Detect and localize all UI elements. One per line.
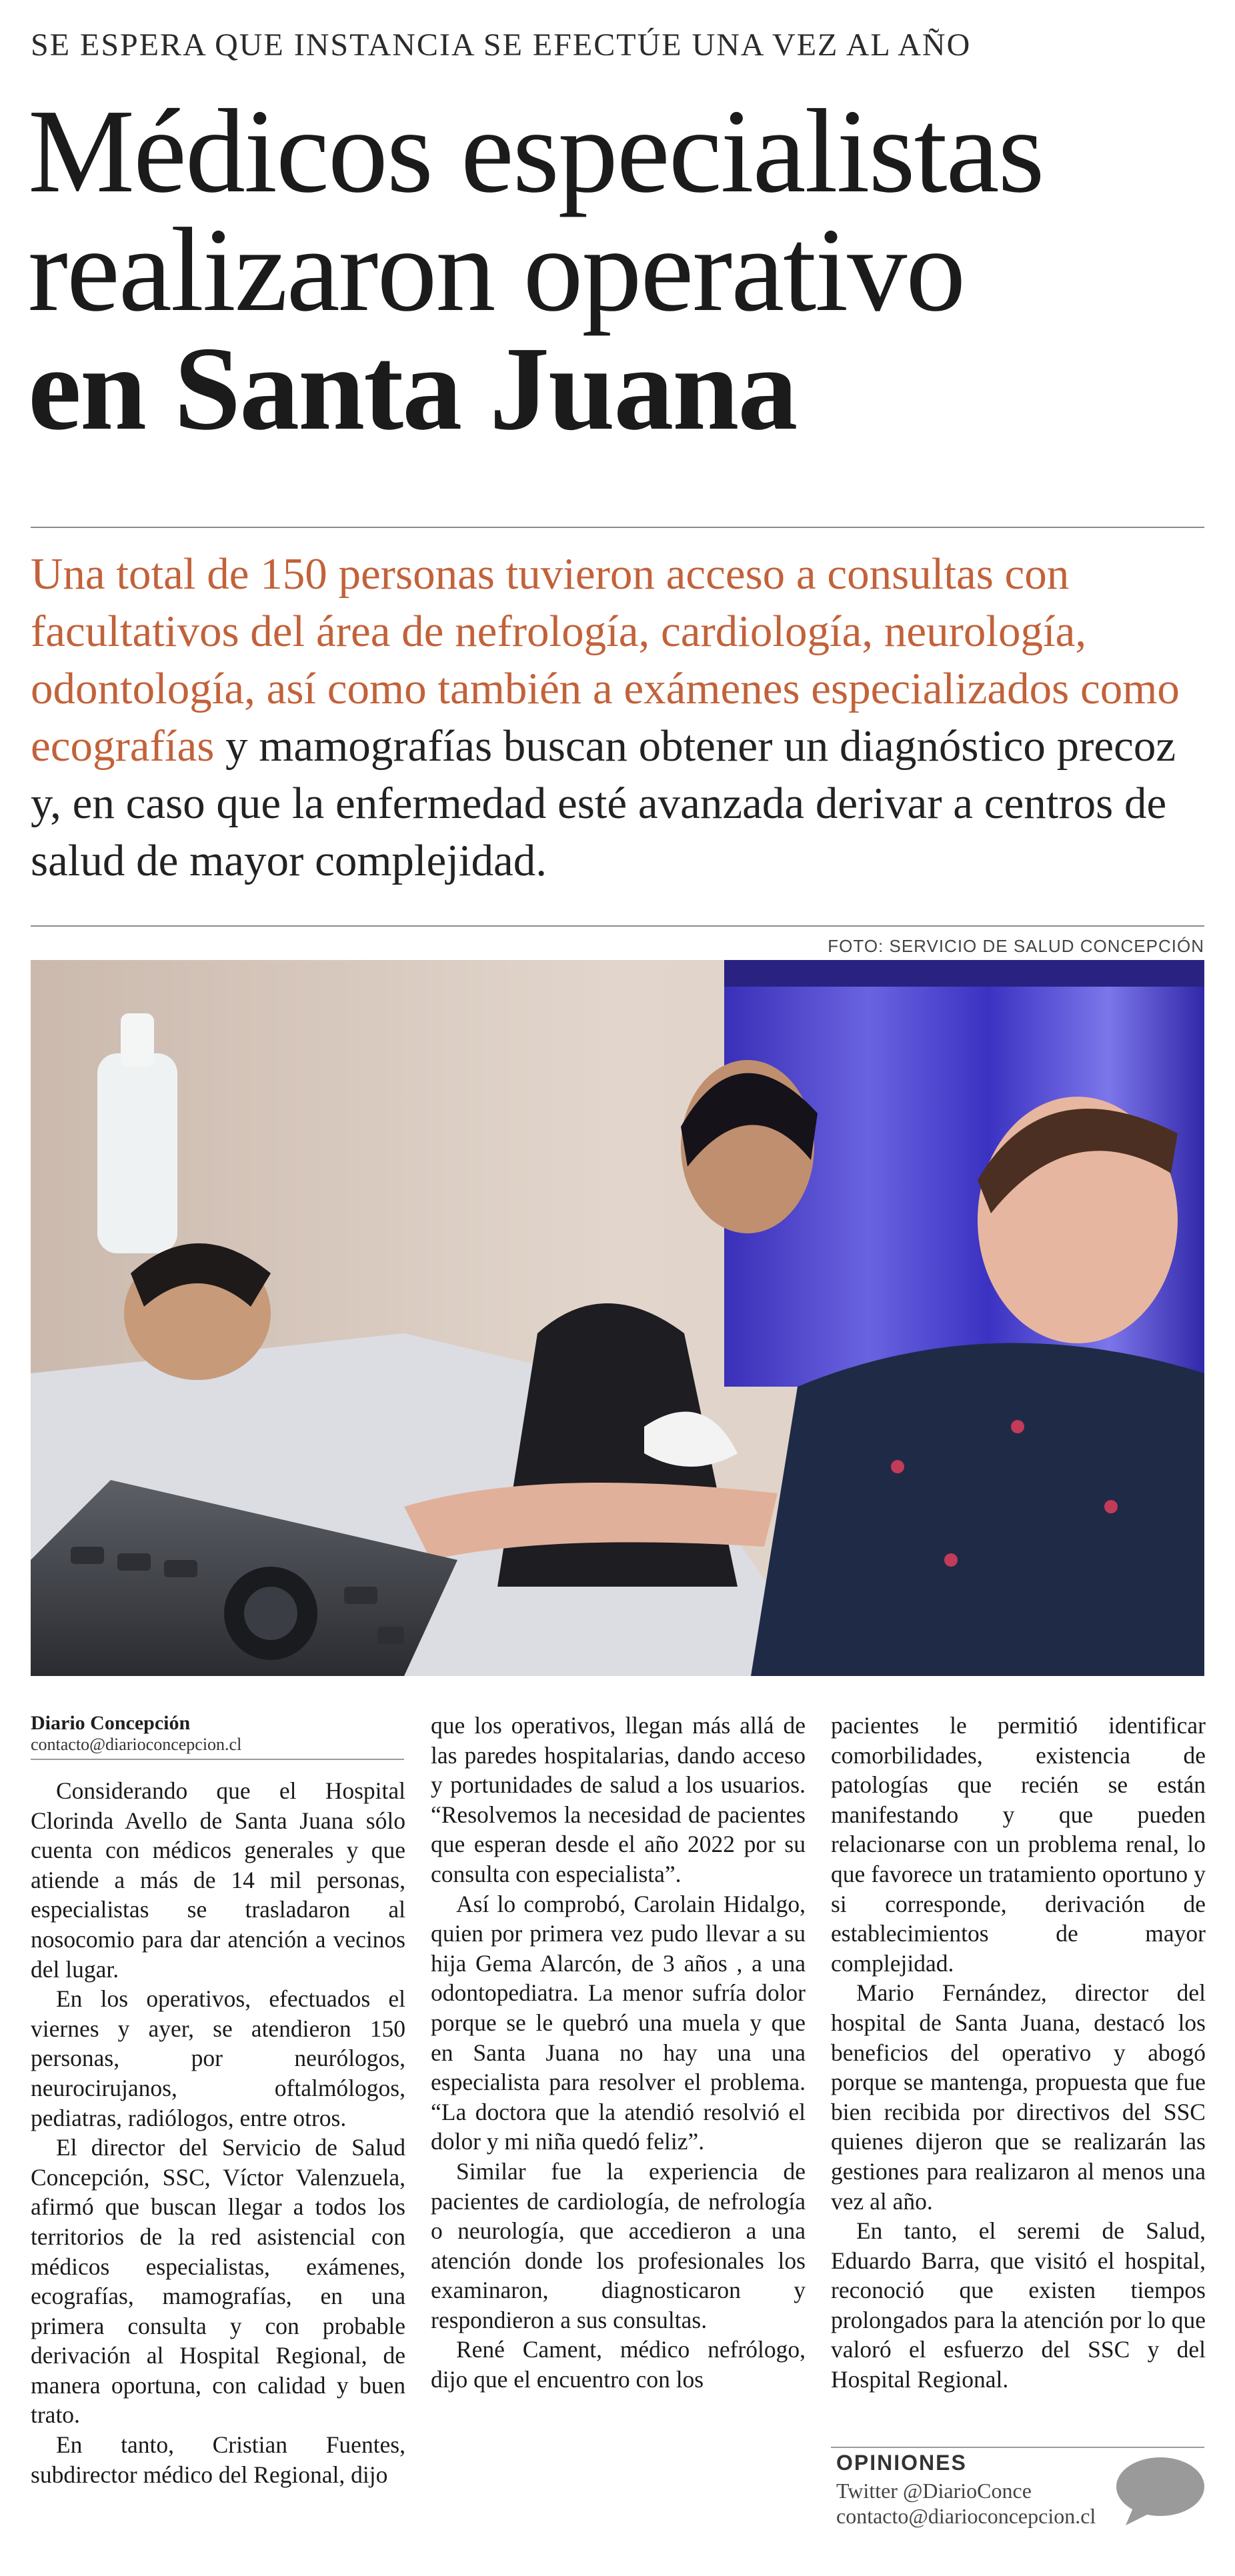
paragraph: En los operativos, efectuados el viernes y ayer, se atendieron 150 personas, por neurólogos, neurocirujanos, oftalmólogos, pediatras, radiólogos, entre otros. — [31, 1985, 405, 2131]
paragraph: Similar fue la experiencia de pacientes de cardiología, de nefrología o neurología, que accedieron a una atención donde los profesionales los examinaron, diagnosticaron y respondieron a sus consultas. — [431, 2157, 806, 2333]
article-column-3 — [831, 1711, 1206, 2395]
headline-line-2: realizaron operativo — [28, 203, 965, 336]
divider-top — [31, 527, 1204, 528]
paragraph: En tanto, el seremi de Salud, Eduardo Barra, que visitó el hospital, reconoció que existen tiempos prolongados para la atención por lo que valoró el esfuerzo del SSC y del Hospital Regional. — [831, 2217, 1206, 2393]
headline-line-3: en Santa Juana — [28, 322, 797, 455]
lead-highlight: Una total de 150 personas tuvieron acceso a consultas con facultativos del área de nefrología, cardiología, neurología, odontología, así como también a exámenes especializados como ecografías — [31, 549, 1180, 771]
opinions-email[interactable]: contacto@diarioconcepcion.cl — [836, 2504, 1096, 2528]
headline-line-1: Médicos especialistas — [28, 85, 1044, 217]
photo-credit: FOTO: SERVICIO DE SALUD CONCEPCIÓN — [828, 936, 1204, 956]
paragraph: Considerando que el Hospital Clorinda Avello de Santa Juana sólo cuenta con médicos generales y que atiende a más de 14 mil personas, especialistas se trasladaron al nosocomio para dar atención a vecinos del lugar. — [31, 1777, 405, 1983]
lead-paragraph — [31, 545, 1211, 889]
photo-illustration — [31, 960, 1204, 1676]
headline — [28, 85, 1215, 455]
article-photo — [31, 960, 1204, 1676]
opinions-divider — [831, 2447, 1204, 2448]
paragraph: René Cament, médico nefrólogo, dijo que el encuentro con los — [431, 2336, 806, 2393]
paragraph: Así lo comprobó, Carolain Hidalgo, quien por primera vez pudo llevar a su hija Gema Alarcón, de 3 años , a una odontopediatra. La menor sufría dolor porque se le quebró una muela y que en Santa Juana no hay una una especialista para resolver el problema. “La doctora que la atendió resolvió el dolor y mi niña quedó feliz”. — [431, 1890, 806, 2155]
article-column-1 — [31, 1776, 405, 2489]
paragraph: que los operativos, llegan más allá de las paredes hospitalarias, dando acceso y portunidades de salud a los usuarios. “Resolvemos la necesidad de pacientes que esperan desde el año 2022 por su consulta con especialista”. — [431, 1712, 806, 1887]
lead-rest: y mamografías buscan obtener un diagnóstico precoz y, en caso que la enfermedad esté avanzada derivar a centros de salud de mayor complejidad. — [31, 721, 1176, 885]
paragraph: El director del Servicio de Salud Concepción, SSC, Víctor Valenzuela, afirmó que buscan llegar a todos los territorios de la red asistencial con médicos especialistas, exámenes, ecografías, mamografías, en una primera consulta y con probable derivación al Hospital Regional, de manera oportuna, con calidad y buen trato. — [31, 2134, 405, 2429]
paragraph: pacientes le permitió identificar comorbilidades, existencia de patologías que recién se están manifestando y que pueden relacionarse con un problema renal, lo que favorece un tratamiento oportuno y si corresponde, derivación de establecimientos de mayor complejidad. — [831, 1712, 1206, 1977]
opinions-title: OPINIONES — [836, 2451, 967, 2475]
opinions-twitter[interactable]: Twitter @DiarioConce — [836, 2479, 1032, 2503]
article-column-2 — [431, 1711, 806, 2395]
byline-email[interactable]: contacto@diarioconcepcion.cl — [31, 1735, 242, 1754]
byline — [31, 1712, 404, 1760]
paragraph: Mario Fernández, director del hospital de Santa Juana, destacó los beneficios del operativo y abogó porque se mantenga, propuesta que fue bien recibida por directivos del SSC quienes dijeron que se realizarán las gestiones para realizaron al menos una vez al año. — [831, 1979, 1206, 2215]
divider-photo — [31, 925, 1204, 927]
kicker: SE ESPERA QUE INSTANCIA SE EFECTÚE UNA VEZ AL AÑO — [31, 27, 972, 63]
paragraph: En tanto, Cristian Fuentes, subdirector médico del Regional, dijo — [31, 2431, 405, 2488]
byline-name: Diario Concepción — [31, 1712, 191, 1734]
speech-bubble-icon — [1114, 2455, 1207, 2528]
